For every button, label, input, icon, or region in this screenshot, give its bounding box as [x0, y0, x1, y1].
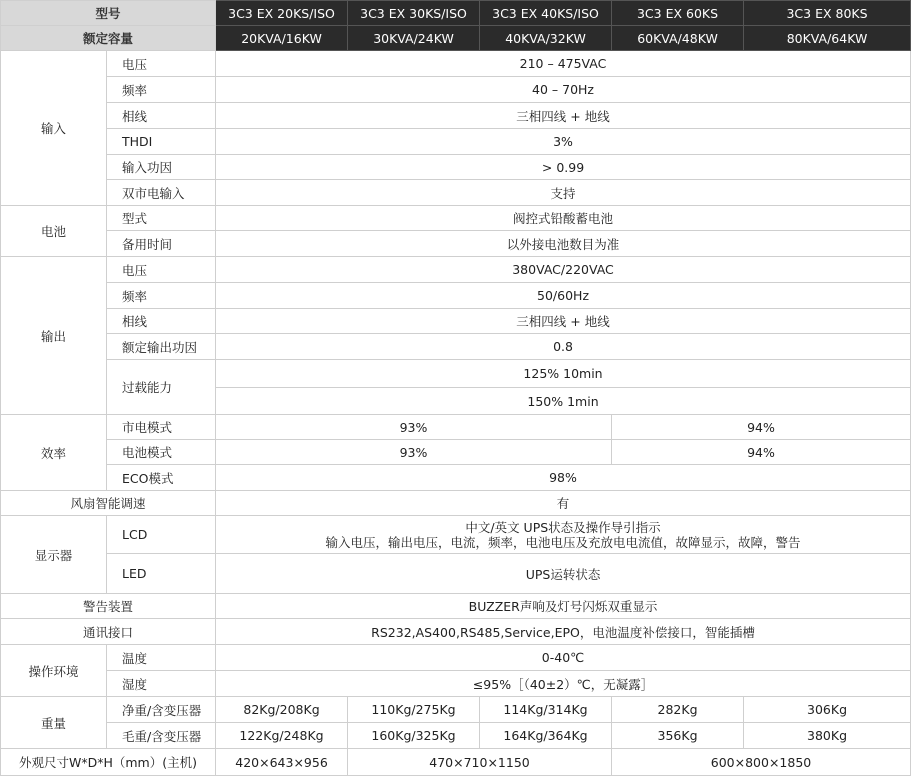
table-row — [1, 697, 911, 723]
eff-battery-value-a: 93% — [216, 440, 612, 465]
fan-value: 有 — [216, 491, 911, 516]
table-row — [1, 231, 911, 257]
table-row — [1, 309, 911, 334]
table-row — [1, 465, 911, 491]
table-row — [1, 103, 911, 129]
output-frequency-label: 频率 — [107, 283, 216, 309]
input-thdi-value: 3% — [216, 129, 911, 155]
temperature-label: 温度 — [107, 645, 216, 671]
lcd-label: LCD — [107, 516, 216, 554]
temperature-value: 0-40℃ — [216, 645, 911, 671]
model-label: 型号 — [1, 1, 216, 26]
table-row — [1, 440, 911, 465]
output-frequency-value: 50/60Hz — [216, 283, 911, 309]
comm-value: RS232,AS400,RS485,Service,EPO，电池温度补偿接口，智能插槽 — [216, 619, 911, 645]
table-row — [1, 415, 911, 440]
table-row — [1, 554, 911, 594]
capacity-3: 40KVA/32KW — [480, 26, 612, 51]
eff-eco-label: ECO模式 — [107, 465, 216, 491]
dimensions-3: 600×800×1850 — [612, 749, 911, 776]
overload-value-2: 150% 1min — [216, 388, 911, 415]
net-weight-3: 114Kg/314Kg — [480, 697, 612, 723]
humidity-value: ≤95%［（40±2）℃，无凝露］ — [216, 671, 911, 697]
dimensions-label: 外观尺寸W*D*H（mm）(主机) — [1, 749, 216, 776]
input-group-label: 输入 — [1, 51, 107, 206]
net-weight-label: 净重/含变压器 — [107, 697, 216, 723]
capacity-1: 20KVA/16KW — [216, 26, 348, 51]
lcd-line-1: 中文/英文 UPS状态及操作导引指示 — [465, 519, 661, 535]
input-phase-label: 相线 — [107, 103, 216, 129]
model-2: 3C3 EX 30KS/ISO — [348, 1, 480, 26]
battery-type-value: 阀控式铅酸蓄电池 — [216, 206, 911, 231]
gross-weight-1: 122Kg/248Kg — [216, 723, 348, 749]
table-row — [1, 206, 911, 231]
model-4: 3C3 EX 60KS — [612, 1, 744, 26]
table-row — [1, 491, 911, 516]
eff-eco-value: 98% — [216, 465, 911, 491]
output-voltage-label: 电压 — [107, 257, 216, 283]
capacity-5: 80KVA/64KW — [744, 26, 911, 51]
weight-group-label: 重量 — [1, 697, 107, 749]
efficiency-group-label: 效率 — [1, 415, 107, 491]
model-row — [1, 1, 911, 26]
gross-weight-5: 380Kg — [744, 723, 911, 749]
lcd-value — [216, 516, 911, 554]
table-row — [1, 749, 911, 776]
battery-backup-value: 以外接电池数目为准 — [216, 231, 911, 257]
table-row — [1, 283, 911, 309]
battery-group-label: 电池 — [1, 206, 107, 257]
dimensions-2: 470×710×1150 — [348, 749, 612, 776]
input-frequency-label: 频率 — [107, 77, 216, 103]
table-row — [1, 334, 911, 360]
net-weight-4: 282Kg — [612, 697, 744, 723]
output-pf-value: 0.8 — [216, 334, 911, 360]
eff-mains-value-b: 94% — [612, 415, 911, 440]
humidity-label: 湿度 — [107, 671, 216, 697]
eff-mains-label: 市电模式 — [107, 415, 216, 440]
net-weight-5: 306Kg — [744, 697, 911, 723]
net-weight-2: 110Kg/275Kg — [348, 697, 480, 723]
led-label: LED — [107, 554, 216, 594]
display-group-label: 显示器 — [1, 516, 107, 594]
dual-mains-value: 支持 — [216, 180, 911, 206]
input-voltage-label: 电压 — [107, 51, 216, 77]
table-row — [1, 594, 911, 619]
gross-weight-label: 毛重/含变压器 — [107, 723, 216, 749]
comm-label: 通讯接口 — [1, 619, 216, 645]
model-5: 3C3 EX 80KS — [744, 1, 911, 26]
input-phase-value: 三相四线 + 地线 — [216, 103, 911, 129]
battery-backup-label: 备用时间 — [107, 231, 216, 257]
table-row — [1, 51, 911, 77]
eff-mains-value-a: 93% — [216, 415, 612, 440]
overload-label: 过载能力 — [107, 360, 216, 415]
net-weight-1: 82Kg/208Kg — [216, 697, 348, 723]
input-pf-label: 输入功因 — [107, 155, 216, 180]
table-row — [1, 671, 911, 697]
fan-label: 风扇智能调速 — [1, 491, 216, 516]
input-voltage-value: 210 – 475VAC — [216, 51, 911, 77]
gross-weight-2: 160Kg/325Kg — [348, 723, 480, 749]
eff-battery-value-b: 94% — [612, 440, 911, 465]
input-pf-value: > 0.99 — [216, 155, 911, 180]
table-row — [1, 77, 911, 103]
table-row — [1, 619, 911, 645]
table-row — [1, 180, 911, 206]
table-row — [1, 723, 911, 749]
table-row — [1, 645, 911, 671]
dimensions-1: 420×643×956 — [216, 749, 348, 776]
lcd-line-2: 输入电压，输出电压，电流，频率，电池电压及充放电电流值，故障显示，故障，警告 — [325, 534, 801, 550]
alarm-value: BUZZER声响及灯号闪烁双重显示 — [216, 594, 911, 619]
output-phase-label: 相线 — [107, 309, 216, 334]
capacity-4: 60KVA/48KW — [612, 26, 744, 51]
model-1: 3C3 EX 20KS/ISO — [216, 1, 348, 26]
model-3: 3C3 EX 40KS/ISO — [480, 1, 612, 26]
output-pf-label: 额定输出功因 — [107, 334, 216, 360]
eff-battery-label: 电池模式 — [107, 440, 216, 465]
gross-weight-3: 164Kg/364Kg — [480, 723, 612, 749]
battery-type-label: 型式 — [107, 206, 216, 231]
led-value: UPS运转状态 — [216, 554, 911, 594]
dual-mains-label: 双市电输入 — [107, 180, 216, 206]
capacity-label: 额定容量 — [1, 26, 216, 51]
input-frequency-value: 40 – 70Hz — [216, 77, 911, 103]
capacity-2: 30KVA/24KW — [348, 26, 480, 51]
output-voltage-value: 380VAC/220VAC — [216, 257, 911, 283]
environment-group-label: 操作环境 — [1, 645, 107, 697]
gross-weight-4: 356Kg — [612, 723, 744, 749]
overload-value-1: 125% 10min — [216, 360, 911, 388]
table-row — [1, 155, 911, 180]
output-phase-value: 三相四线 + 地线 — [216, 309, 911, 334]
table-row — [1, 129, 911, 155]
table-row — [1, 516, 911, 554]
table-row — [1, 257, 911, 283]
capacity-row — [1, 26, 911, 51]
output-group-label: 输出 — [1, 257, 107, 415]
input-thdi-label: THDI — [107, 129, 216, 155]
alarm-label: 警告装置 — [1, 594, 216, 619]
table-row — [1, 360, 911, 388]
